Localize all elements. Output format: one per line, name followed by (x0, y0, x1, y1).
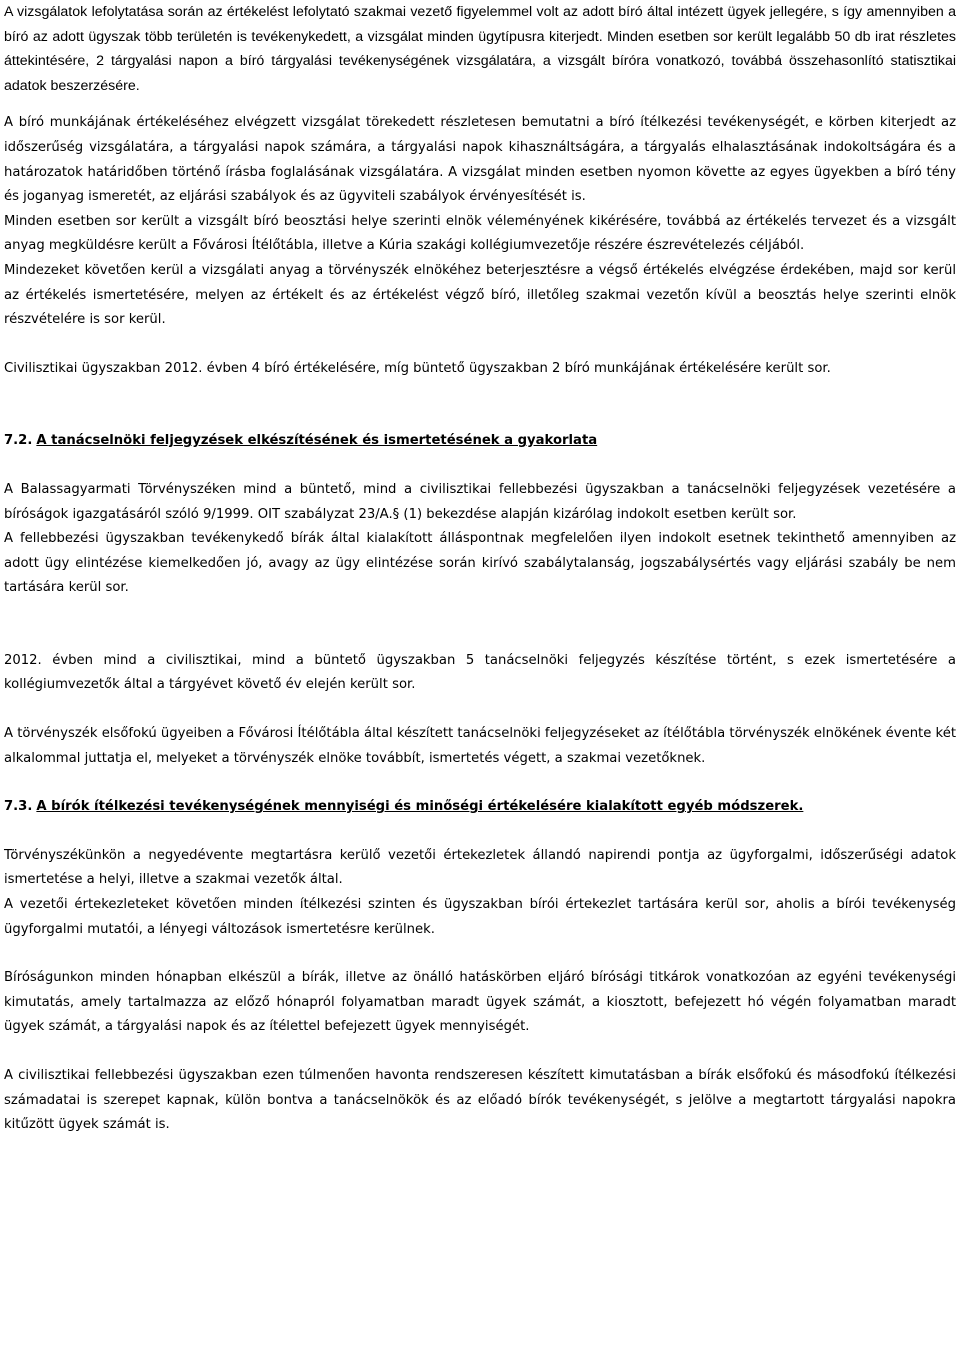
spacer (4, 942, 956, 966)
spacer (4, 381, 956, 429)
spacer (4, 1040, 956, 1064)
paragraph-appeals-court-notes: A törvényszék elsőfokú ügyeiben a Fővárosi Ítélőtábla által készített tanácselnöki feljegyzéseket az ítélőtábla törvényszék elnökének évente két alkalommal juttatja el, melyeket a törvényszék elnöke továbbít, ismertetés végett, a szakmai vezetőknek. (4, 726, 956, 766)
spacer (4, 454, 956, 478)
spacer (4, 820, 956, 844)
spacer (4, 601, 956, 649)
paragraph-2012-evaluations: Civilisztikai ügyszakban 2012. évben 4 bíró értékelésére, míg büntető ügyszakban 2 bíró munkájának értékelésére került sor. (4, 360, 831, 376)
spacer (4, 698, 956, 722)
paragraph-evaluation-procedure: A vizsgálatok lefolytatása során az értékelést lefolytató szakmai vezető figyelemmel volt az adott bíró által intézett ügyek jellegére, s így amennyiben a bíró az adott ügyszak több területén is tevékenykedett, a vizsgálat minden ügytípusra kiterjedt. Minden esetben sor került legalább 50 db irat részletes áttekintésére, 2 tárgyalási napon a bíró tárgyalási tevékenységének vizsgálatára, a vizsgált bíróra vonatkozó, továbbá összehasonlító statisztikai adatok beszerzésére. (4, 4, 956, 94)
paragraph-evaluation-scope: A bíró munkájának értékeléséhez elvégzett vizsgálat törekedett részletesen bemutatni a bíró ítélkezési tevékenységét, e körben kiterjedt az időszerűség vizsgálatára, a tárgyalási napok számára, a tárgyalási napok kihasználtságára, a tárgyalás elhalasztásának indokoltságára és a határozatok határidőben történő írásba foglalásának vizsgálatára. A vizsgálat minden esetben nyomon követte az egyes ügyekben a bíró tény és joganyag ismeretét, az eljárási szabályok és az ügyviteli szabályok érvényesítését is. (4, 115, 956, 205)
paragraph-civil-appeals-report: A civilisztikai fellebbezési ügyszakban ezen túlmenően havonta rendszeresen készített kimutatásban a bírák elsőfokú és másodfokú ítélkezési számadatai is szerepet kapnak, külön bontva a tanácselnökök és az előadó bírók tevékenységét, s jelölve a megtartott tárgyalási napokra kitűzött ügyek számát is. (4, 1068, 956, 1133)
paragraph-quarterly-meetings: Törvényszékünkön a negyedévente megtartásra kerülő vezetői értekezletek állandó napirendi pontja az ügyforgalmi, időszerűségi adatok ismertetése a helyi, illetve a szakmai vezetők által. (4, 847, 956, 888)
spacer (4, 333, 956, 357)
section-heading-7-3 (4, 795, 956, 820)
paragraph-opinion-request: Minden esetben sor került a vizsgált bíró beosztási helye szerinti elnök véleményének kikérésére, továbbá az értékelés tervezet és a vizsgált anyag megküldésre került a Fővárosi Ítélőtábla, illetve a Kúria szakági kollégiumvezetője részére észrevételezés céljából. (4, 213, 956, 254)
spacer (4, 771, 956, 795)
section-number: 7.2. (4, 433, 33, 449)
paragraph-final-evaluation: Mindezeket követően kerül a vizsgálati anyag a törvényszék elnökéhez beterjesztésre a végső értékelés elvégzése érdekében, majd sor kerül az értékelés ismertetésére, melyen az értékelt és az értékelést végző bíró, illetőleg szakmai vezetőn kívül a beosztás helye szerinti elnök részvételére is sor kerül. (4, 262, 956, 328)
paragraph-monthly-report: Bíróságunkon minden hónapban elkészül a bírák, illetve az önálló hatáskörben eljáró bírósági titkárok vonatkozóan az egyéni tevékenységi kimutatás, amely tartalmazza az előző hónapról folyamatban maradt ügyek számát, a kiosztott, befejezett hó végén folyamatban maradt ügyek számát, a tárgyalási napok és az ítélettel befejezett ügyek mennyiségét. (4, 970, 956, 1035)
spacer (4, 98, 956, 111)
paragraph-judge-meetings: A vezetői értekezleteket követően minden ítélkezési szinten és ügyszakban bírói értekezlet tartására kerül sor, aholis a bírói tevékenység ügyforgalmi mutatói, a lényegi változások ismertetésre kerülnek. (4, 897, 956, 937)
section-title: A tanácselnöki feljegyzések elkészítésének és ismertetésének a gyakorlata (36, 433, 598, 449)
paragraph-2012-notes: 2012. évben mind a civilisztikai, mind a büntető ügyszakban 5 tanácselnöki feljegyzés készítése történt, s ezek ismertetésére a kollégiumvezetők által a tárgyévet követő év elején került sor. (4, 652, 956, 693)
section-heading-7-2 (4, 429, 956, 454)
paragraph-justified-cases: A fellebbezési ügyszakban tevékenykedő bírák által kialakított álláspontnak megfelelően ilyen indokolt esetnek tekinthető amennyiben az adott ügy elintézése kiemelkedően jó, avagy az ügy elintézése során kirívó szabálytalanság, jogszabálysértés vagy eljárási szabály be nem tartására kerül sor. (4, 531, 956, 596)
section-title: A bírók ítélkezési tevékenységének mennyiségi és minőségi értékelésére kialakított egyéb módszerek. (36, 799, 804, 815)
section-number: 7.3. (4, 799, 33, 815)
paragraph-notes-practice: A Balassagyarmati Törvényszéken mind a büntető, mind a civilisztikai fellebbezési ügyszakban a tanácselnöki feljegyzések vezetésére a bíróságok igazgatásáról szóló 9/1999. OIT szabályzat 23/A.§ (1) bekezdése alapján kizárólag indokolt esetben került sor. (4, 481, 956, 522)
